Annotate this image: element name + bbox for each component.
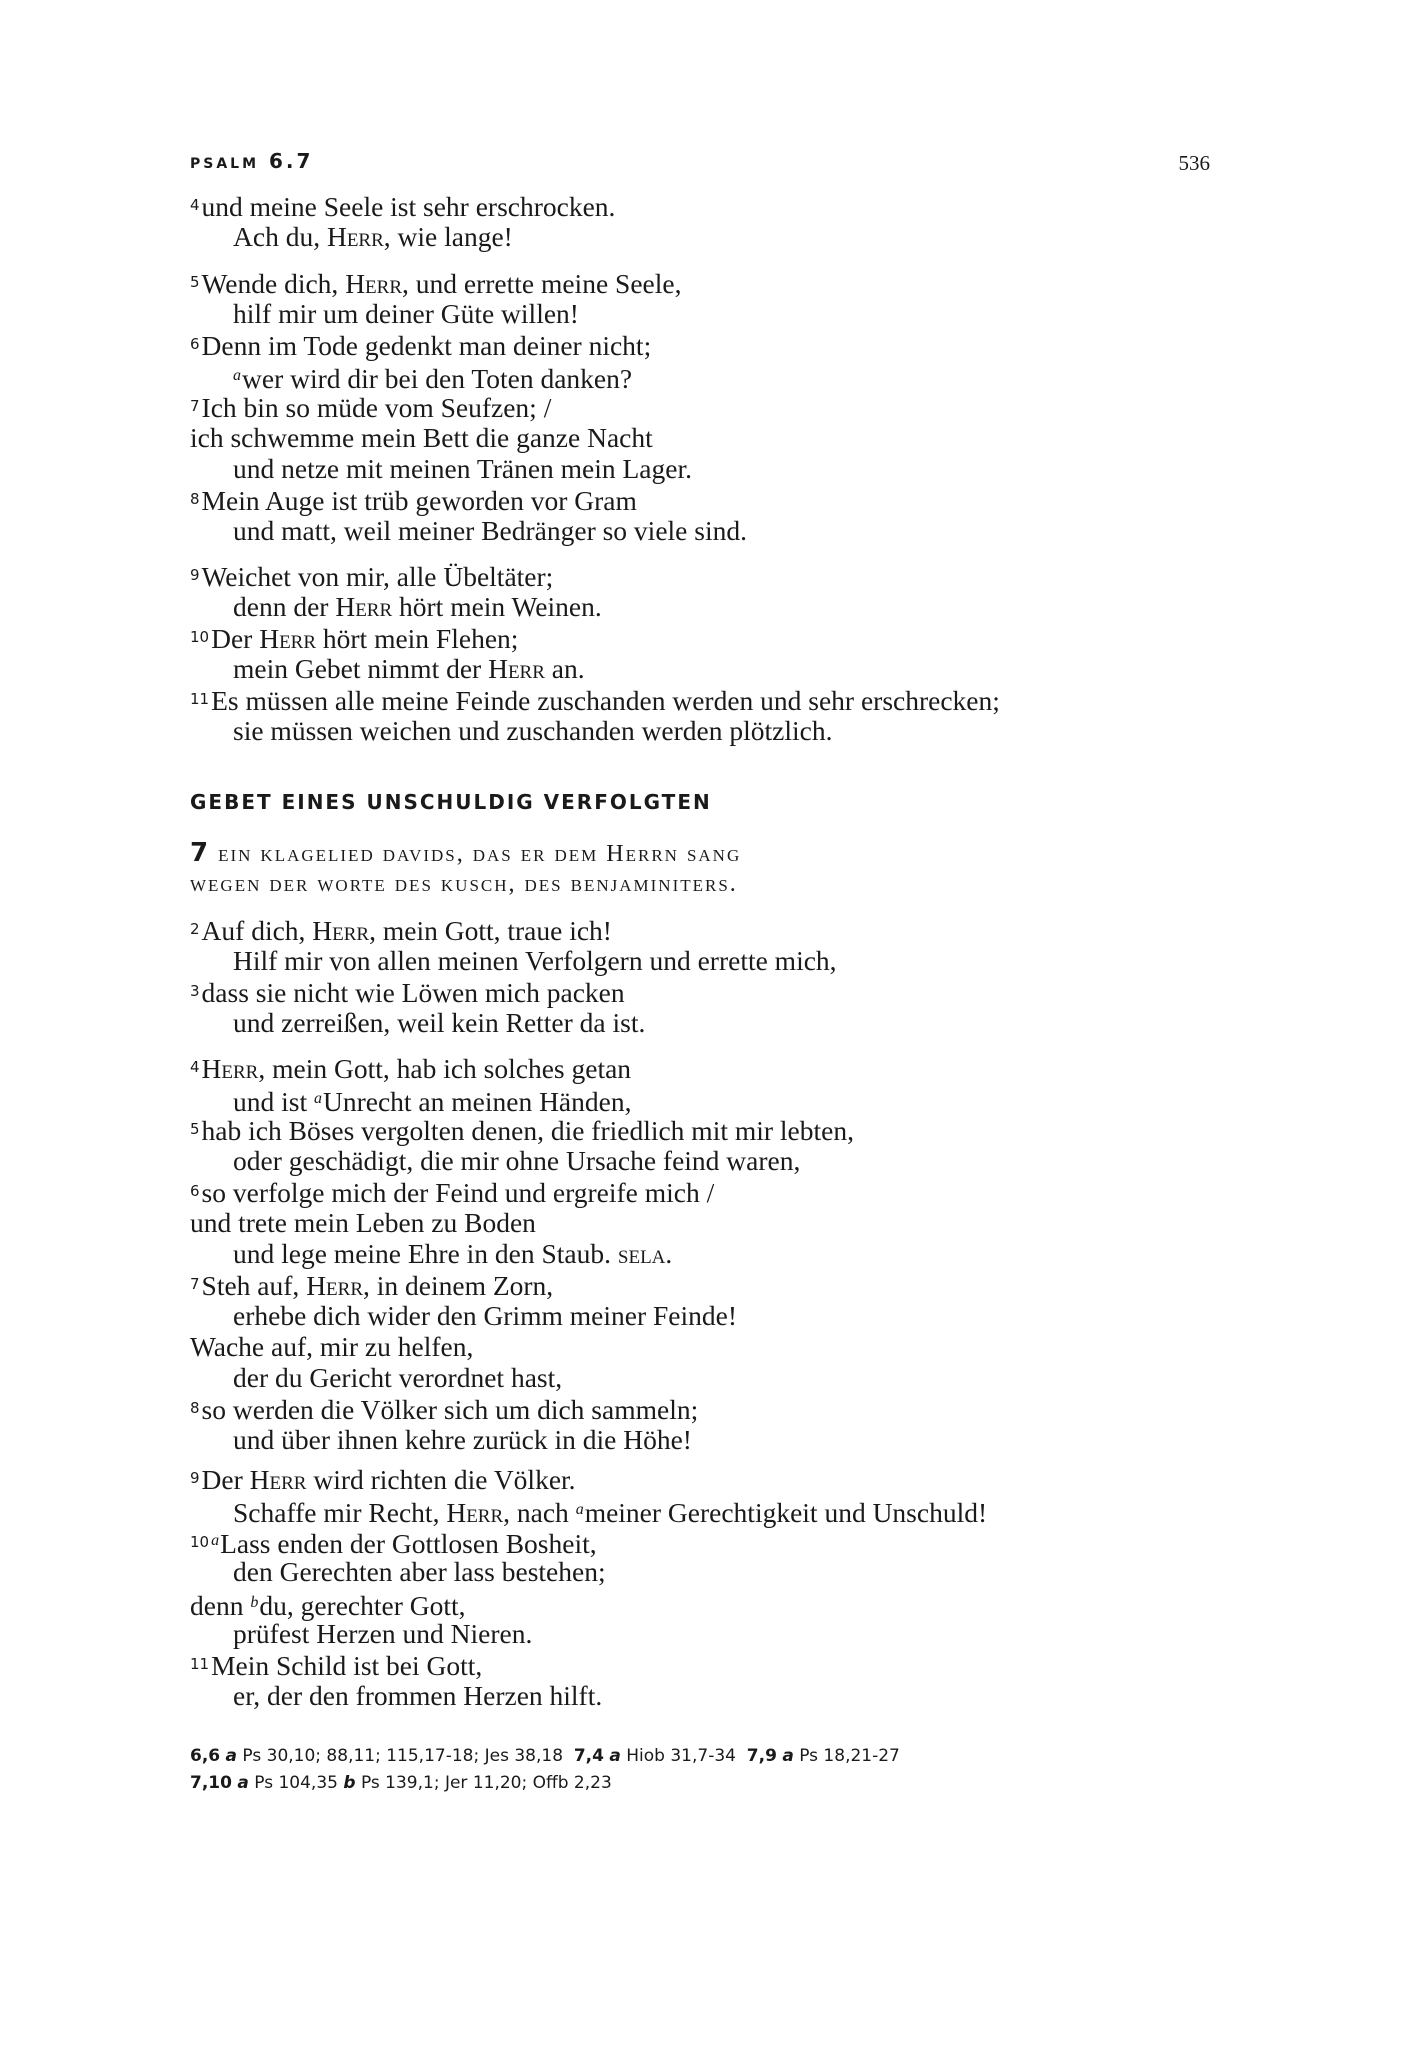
divine-name: Herrn xyxy=(606,841,679,867)
footnote-ref: 7,10 xyxy=(190,1773,232,1793)
verse-line: Schaffe mir Recht, Herr, nach $^a$meiner Gerechtigkeit und Unschuld! xyxy=(233,1497,988,1528)
verse-line: Ach du, Herr, wie lange! xyxy=(233,221,513,252)
chapter-number: 7 xyxy=(190,838,209,868)
psalm6-stanza-1 xyxy=(190,190,1220,252)
verse-line: $^4$Herr, mein Gott, hab ich solches getan xyxy=(190,1053,632,1084)
verse-line: $^8$so werden die Völker sich um dich sammeln; xyxy=(190,1394,699,1425)
verse-number: 7 xyxy=(190,1275,200,1293)
section-heading: GEBET EINES UNSCHULDIG VERFOLGTEN xyxy=(190,790,712,814)
running-head: psalm 6.7 xyxy=(190,149,314,173)
footnotes xyxy=(190,1743,1220,1797)
verse-line: und über ihnen kehre zurück in die Höhe! xyxy=(233,1424,692,1455)
verse-line: $^{10}$Der Herr hört mein Flehen; xyxy=(190,623,519,654)
verse-number: 2 xyxy=(190,920,200,938)
verse-line: und trete mein Leben zu Boden xyxy=(190,1207,536,1238)
verse-line: Wache auf, mir zu helfen, xyxy=(190,1331,474,1362)
footnote-ref: 6,6 xyxy=(190,1746,221,1766)
verse-line: der du Gericht verordnet hast, xyxy=(233,1362,563,1393)
sela-marker: sela. xyxy=(617,1238,673,1269)
divine-name: Herr xyxy=(312,915,370,946)
footnote-letter: a xyxy=(237,1773,249,1793)
verse-line: und zerreißen, weil kein Retter da ist. xyxy=(233,1007,646,1038)
psalm6-stanza-2 xyxy=(190,267,1220,546)
verse-line: hilf mir um deiner Güte willen! xyxy=(233,298,579,329)
superscription-line: wegen der worte des kusch, des benjaminiters. xyxy=(190,871,738,897)
footnote-text: Hiob 31,7-34 xyxy=(626,1746,736,1766)
verse-line: $^7$Steh auf, Herr, in deinem Zorn, xyxy=(190,1270,554,1301)
verse-line: oder geschädigt, die mir ohne Ursache feind waren, xyxy=(233,1145,801,1176)
psalm-superscription xyxy=(190,838,1220,900)
verse-line: denn $^b$du, gerechter Gott, xyxy=(190,1590,466,1621)
verse-line: $^9$Weichet von mir, alle Übeltäter; xyxy=(190,561,554,592)
verse-line: $^8$Mein Auge ist trüb geworden vor Gram xyxy=(190,485,637,516)
verse-line: $^5$Wende dich, Herr, und errette meine Seele, xyxy=(190,268,682,299)
footnote-line xyxy=(190,1770,1220,1797)
footnote-ref: 7,4 xyxy=(573,1746,604,1766)
verse-line: $^4$und meine Seele ist sehr erschrocken. xyxy=(190,191,616,222)
footnote-text: Ps 139,1; Jer 11,20; Offb 2,23 xyxy=(360,1773,612,1793)
verse-number: 4 xyxy=(190,196,200,214)
verse-number: 5 xyxy=(190,273,200,291)
footnote-letter: a xyxy=(782,1746,794,1766)
verse-number: 8 xyxy=(190,1399,200,1417)
psalm7-stanza-1 xyxy=(190,914,1220,1038)
verse-line: prüfest Herzen und Nieren. xyxy=(233,1618,533,1649)
verse-number: 6 xyxy=(190,1182,200,1200)
verse-number: 8 xyxy=(190,490,200,508)
footnote-text: Ps 18,21-27 xyxy=(799,1746,900,1766)
verse-number: 9 xyxy=(190,1469,200,1487)
verse-number: 11 xyxy=(190,690,210,708)
verse-line: und lege meine Ehre in den Staub. sela. xyxy=(233,1238,673,1269)
verse-line: und ist $^a$Unrecht an meinen Händen, xyxy=(233,1086,632,1117)
footnote-letter: a xyxy=(225,1746,238,1766)
verse-line: $^{11}$Es müssen alle meine Feinde zuschanden werden und sehr erschrecken; xyxy=(190,685,1000,716)
divine-name: Herr xyxy=(249,1464,307,1495)
verse-line: und matt, weil meiner Bedränger so viele sind. xyxy=(233,515,747,546)
divine-name: Herr xyxy=(259,623,317,654)
footnote-text: Ps 30,10; 88,11; 115,17-18; Jes 38,18 xyxy=(242,1746,564,1766)
superscription-line: 7 ein klagelied davids, das er dem Herrn sang xyxy=(190,838,742,868)
verse-line: den Gerechten aber lass bestehen; xyxy=(233,1556,606,1587)
footnote-line xyxy=(190,1743,1220,1770)
verse-line: mein Gebet nimmt der Herr an. xyxy=(233,653,585,684)
footnote-marker: a xyxy=(211,1532,220,1549)
verse-line: erhebe dich wider den Grimm meiner Feinde! xyxy=(233,1300,737,1331)
verse-number: 10 xyxy=(190,628,210,646)
verse-line: $^3$dass sie nicht wie Löwen mich packen xyxy=(190,977,625,1008)
psalm7-stanza-3 xyxy=(190,1463,1220,1711)
verse-line: $^7$Ich bin so müde vom Seufzen; / xyxy=(190,392,552,423)
divine-name: Herr xyxy=(446,1497,504,1528)
divine-name: Herr xyxy=(326,221,384,252)
verse-line: und netze mit meinen Tränen mein Lager. xyxy=(233,453,692,484)
divine-name: Herr xyxy=(335,591,393,622)
footnote-marker: a xyxy=(575,1501,584,1518)
verse-number: 6 xyxy=(190,335,200,353)
psalm6-stanza-3 xyxy=(190,560,1220,746)
footnote-marker: a xyxy=(233,367,241,384)
divine-name: Herr xyxy=(306,1270,363,1301)
divine-name: Herr xyxy=(345,268,402,299)
verse-number: 9 xyxy=(190,566,200,584)
verse-line: denn der Herr hört mein Weinen. xyxy=(233,591,602,622)
verse-line: ich schwemme mein Bett die ganze Nacht xyxy=(190,422,653,453)
verse-number: 3 xyxy=(190,982,200,1000)
verse-number: 11 xyxy=(190,1655,210,1673)
verse-line: $^6$so verfolge mich der Feind und ergreife mich / xyxy=(190,1177,715,1208)
divine-name: Herr xyxy=(488,653,545,684)
verse-line: $^a$wer wird dir bei den Toten danken? xyxy=(233,363,633,394)
verse-line: er, der den frommen Herzen hilft. xyxy=(233,1680,603,1711)
psalm7-stanza-2 xyxy=(190,1052,1220,1455)
verse-line: $^{10}$ $^a$Lass enden der Gottlosen Bosheit, xyxy=(190,1528,597,1559)
verse-number: 10 xyxy=(190,1533,210,1551)
verse-number: 5 xyxy=(190,1120,200,1138)
verse-line: $^5$hab ich Böses vergolten denen, die friedlich mit mir lebten, xyxy=(190,1115,854,1146)
page-number: 536 xyxy=(1178,151,1210,175)
footnote-letter: a xyxy=(609,1746,621,1766)
verse-line: sie müssen weichen und zuschanden werden plötzlich. xyxy=(233,715,833,746)
footnote-marker: b xyxy=(250,1594,259,1611)
verse-line: $^6$Denn im Tode gedenkt man deiner nicht; xyxy=(190,330,652,361)
divine-name: Herr xyxy=(201,1053,259,1084)
verse-line: $^2$Auf dich, Herr, mein Gott, traue ich! xyxy=(190,915,612,946)
footnote-letter: b xyxy=(343,1773,356,1793)
footnote-ref: 7,9 xyxy=(746,1746,777,1766)
verse-number: 7 xyxy=(190,397,200,415)
verse-line: Hilf mir von allen meinen Verfolgern und errette mich, xyxy=(233,945,837,976)
verse-number: 4 xyxy=(190,1058,200,1076)
footnote-text: Ps 104,35 xyxy=(254,1773,338,1793)
verse-line: $^9$Der Herr wird richten die Völker. xyxy=(190,1464,576,1495)
page-header xyxy=(190,149,1210,179)
verse-line: $^{11}$Mein Schild ist bei Gott, xyxy=(190,1650,483,1681)
footnote-marker: a xyxy=(313,1090,322,1107)
